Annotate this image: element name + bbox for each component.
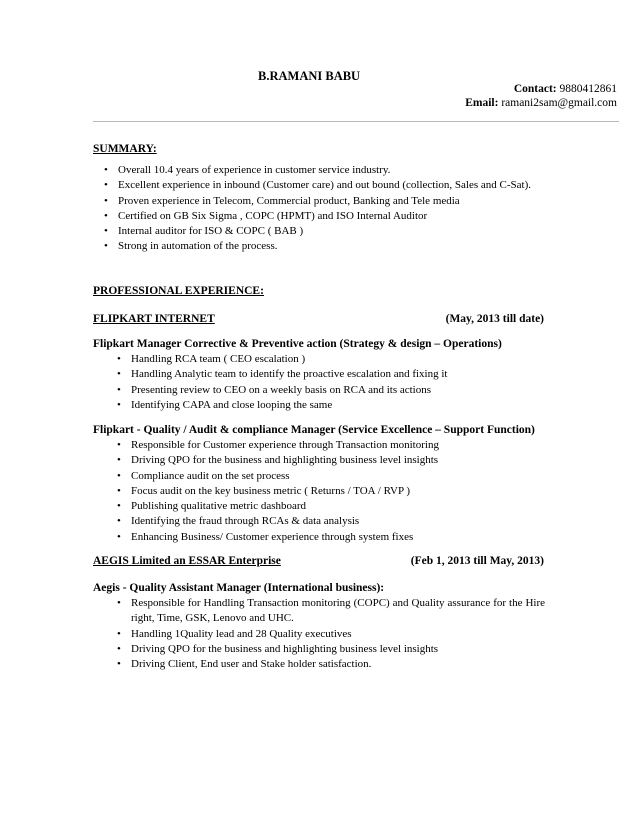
list-item: • Strong in automation of the process. xyxy=(118,239,546,254)
bullet-icon: • xyxy=(117,642,121,655)
list-item: • Presenting review to CEO on a weekly basis on RCA and its actions xyxy=(131,383,551,398)
bullet-icon: • xyxy=(104,225,108,238)
list-item: • Identifying CAPA and close looping the same xyxy=(131,398,551,413)
bullet-icon: • xyxy=(117,439,121,451)
email-label: Email: xyxy=(465,97,499,109)
contact-label: Contact: xyxy=(513,83,557,95)
aegis-role1-title: Aegis - Quality Assistant Manager (International business): xyxy=(93,582,385,594)
list-item: • Enhancing Business/ Customer experience through system fixes xyxy=(131,530,551,545)
bullet-icon: • xyxy=(104,240,108,253)
list-item: • Driving QPO for the business and highlighting business level insights xyxy=(131,453,551,468)
list-item: • Internal auditor for ISO & COPC ( BAB ) xyxy=(118,224,546,239)
bullet-icon: • xyxy=(117,469,121,482)
list-item: • Handling Analytic team to identify the proactive escalation and fixing it xyxy=(131,367,551,382)
list-item: • Certified on GB Six Sigma , COPC (HPMT) and ISO Internal Auditor xyxy=(118,209,546,224)
list-item: • Driving QPO for the business and highlighting business level insights xyxy=(131,642,545,657)
bullet-icon: • xyxy=(117,597,121,609)
bullet-icon: • xyxy=(117,500,121,513)
bullet-icon: • xyxy=(117,454,121,467)
bullet-icon: • xyxy=(117,383,121,396)
bullet-icon: • xyxy=(104,164,108,176)
flipkart-dates: (May, 2013 till date) xyxy=(445,313,544,325)
bullet-icon: • xyxy=(104,194,108,207)
contact-value: 9880412861 xyxy=(559,83,617,95)
list-item: • Compliance audit on the set process xyxy=(131,469,551,484)
list-item: • Responsible for Customer experience through Transaction monitoring xyxy=(131,438,551,453)
summary-heading: SUMMARY: xyxy=(93,143,157,155)
bullet-icon: • xyxy=(117,368,121,381)
bullet-icon: • xyxy=(117,398,121,411)
flipkart-role1-list xyxy=(117,352,551,413)
list-item: • Handling RCA team ( CEO escalation ) xyxy=(131,352,551,367)
flipkart-company: FLIPKART INTERNET xyxy=(93,313,215,325)
bullet-icon: • xyxy=(117,353,121,365)
email-value: ramani2sam@gmail.com xyxy=(501,97,617,109)
list-item: • Focus audit on the key business metric ( Returns / TOA / RVP ) xyxy=(131,484,551,499)
email-line xyxy=(465,97,617,109)
aegis-role1-list xyxy=(117,596,545,672)
bullet-icon: • xyxy=(104,179,108,192)
bullet-icon: • xyxy=(104,209,108,222)
flipkart-role1-title: Flipkart Manager Corrective & Preventive action (Strategy & design – Operations) xyxy=(93,338,502,350)
candidate-name: B.RAMANI BABU xyxy=(258,69,361,83)
summary-list xyxy=(104,163,546,255)
flipkart-role2-title: Flipkart - Quality / Audit & compliance Manager (Service Excellence – Support Function) xyxy=(93,424,535,436)
bullet-icon: • xyxy=(117,658,121,671)
bullet-icon: • xyxy=(117,484,121,497)
bullet-icon: • xyxy=(117,530,121,543)
list-item: • Responsible for Handling Transaction monitoring (COPC) and Quality assurance for the Hire right, Time, GSK, Lenovo and UHC. xyxy=(117,597,545,625)
list-item: • Handling 1Quality lead and 28 Quality executives xyxy=(131,627,545,642)
bullet-icon: • xyxy=(117,515,121,528)
list-item: • Publishing qualitative metric dashboard xyxy=(131,499,551,514)
list-item: • Identifying the fraud through RCAs & data analysis xyxy=(131,514,551,529)
list-item: • Proven experience in Telecom, Commercial product, Banking and Tele media xyxy=(118,194,546,209)
contact-line xyxy=(514,83,617,95)
list-item: • Excellent experience in inbound (Customer care) and out bound (collection, Sales and C-Sat). xyxy=(118,178,546,193)
aegis-company: AEGIS Limited an ESSAR Enterprise xyxy=(93,555,281,567)
aegis-dates: (Feb 1, 2013 till May, 2013) xyxy=(410,555,544,567)
bullet-icon: • xyxy=(117,627,121,640)
list-item: • Driving Client, End user and Stake holder satisfaction. xyxy=(131,657,545,672)
flipkart-role2-list xyxy=(117,438,551,545)
list-item: • Overall 10.4 years of experience in customer service industry. xyxy=(118,163,546,178)
header-divider xyxy=(93,121,619,122)
experience-heading: PROFESSIONAL EXPERIENCE: xyxy=(93,285,264,297)
